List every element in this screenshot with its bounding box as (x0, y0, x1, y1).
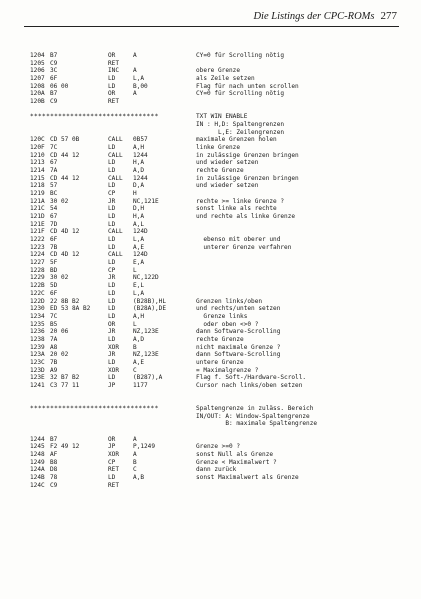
opcode-bytes: C9 (50, 59, 58, 67)
opcode-bytes: AF (50, 450, 58, 458)
opcode-bytes: B5 (50, 320, 58, 328)
mnemonic: LD (108, 259, 116, 267)
operand: 0B57 (133, 136, 148, 144)
comment: Flag f. Soft-/Hardware-Scroll. (196, 374, 307, 382)
comment: Flag für nach unten scrollen (196, 82, 299, 90)
operand: A,E (133, 243, 145, 251)
listing-line (30, 221, 402, 229)
opcode-bytes: 7C (50, 312, 58, 320)
operand: NC,122D (133, 274, 159, 282)
listing-line (30, 90, 402, 98)
comment: IN : H,D: Spaltengrenzen (196, 121, 285, 129)
comment: TXT WIN ENABLE (196, 113, 248, 121)
address: 1224 (30, 251, 45, 259)
address: 1248 (30, 450, 45, 458)
comment: rechte >= linke Grenze ? (196, 197, 285, 205)
comment: nicht maximale Grenze ? (196, 343, 281, 351)
comment: sonst Maximalwert als Grenze (196, 473, 299, 481)
opcode-bytes: 78 (50, 473, 58, 481)
opcode-bytes: BC (50, 190, 58, 198)
mnemonic: JR (108, 197, 116, 205)
opcode-bytes: A9 (50, 366, 58, 374)
operand: 124D (133, 228, 148, 236)
mnemonic: OR (108, 90, 116, 98)
address: 1239 (30, 343, 45, 351)
address: 1205 (30, 59, 45, 67)
opcode-bytes: CD 44 12 (50, 151, 80, 159)
address: 1235 (30, 320, 45, 328)
mnemonic: CALL (108, 228, 123, 236)
operand: L,A (133, 236, 145, 244)
mnemonic: JR (108, 351, 116, 359)
listing-line (30, 52, 402, 60)
operand: 1177 (133, 381, 148, 389)
opcode-bytes: CD 4D 12 (50, 228, 80, 236)
operand: L,A (133, 75, 145, 83)
comment: oder oben <>0 ? (196, 320, 259, 328)
address: 120B (30, 98, 45, 106)
comment: dann Software-Scrolling (196, 328, 281, 336)
mnemonic: LD (108, 205, 116, 213)
opcode-bytes: A8 (50, 343, 58, 351)
opcode-bytes: 06 00 (50, 82, 69, 90)
listing-line (30, 443, 402, 451)
listing-line (30, 298, 402, 306)
address: 1213 (30, 159, 45, 167)
operand: A,D (133, 335, 145, 343)
page-header (253, 7, 397, 25)
mnemonic: LD (108, 82, 116, 90)
opcode-bytes: 67 (50, 159, 58, 167)
operand: C (133, 366, 137, 374)
opcode-bytes: C9 (50, 481, 58, 489)
opcode-bytes: 7C (50, 144, 58, 152)
mnemonic: OR (108, 435, 116, 443)
comment: Spaltengrenze in zuläss. Bereich (196, 404, 314, 412)
mnemonic: LD (108, 358, 116, 366)
listing-line (30, 83, 402, 91)
comment: obere Grenze (196, 67, 241, 75)
address: 1210 (30, 151, 45, 159)
mnemonic: LD (108, 297, 116, 305)
routine-separator (30, 405, 402, 413)
blank-line (30, 390, 402, 398)
opcode-bytes: CD 44 12 (50, 174, 80, 182)
listing-line (30, 436, 402, 444)
mnemonic: LD (108, 75, 116, 83)
opcode-bytes: BD (50, 266, 58, 274)
operand: A (133, 435, 137, 443)
listing-line (30, 175, 402, 183)
listing-line (30, 251, 402, 259)
opcode-bytes: CD 57 0B (50, 136, 80, 144)
address: 1206 (30, 67, 45, 75)
listing-line (30, 129, 402, 137)
address: 121A (30, 197, 45, 205)
listing-line (30, 374, 402, 382)
mnemonic: CP (108, 458, 116, 466)
address: 1207 (30, 75, 45, 83)
separator-stars: ******************************** (30, 404, 159, 412)
operand: A,E (133, 358, 145, 366)
running-title: Die Listings der CPC-ROMs (253, 11, 375, 22)
mnemonic: LD (108, 305, 116, 313)
operand: (B28A),DE (133, 305, 167, 313)
mnemonic: OR (108, 320, 116, 328)
mnemonic: INC (108, 67, 120, 75)
mnemonic: CALL (108, 174, 123, 182)
operand: NC,121E (133, 197, 159, 205)
mnemonic: JP (108, 381, 116, 389)
address: 1238 (30, 335, 45, 343)
listing-line (30, 136, 402, 144)
operand: B,00 (133, 82, 148, 90)
separator-stars: ******************************** (30, 113, 159, 121)
comment: Grenze links (196, 312, 248, 320)
comment: B: maximale Spaltengrenze (196, 420, 318, 428)
operand: H,A (133, 213, 145, 221)
mnemonic: LD (108, 335, 116, 343)
mnemonic: CP (108, 266, 116, 274)
operand: (B287),A (133, 374, 163, 382)
operand: L (133, 320, 137, 328)
operand: D,A (133, 182, 145, 190)
opcode-bytes: B7 (50, 52, 58, 59)
opcode-bytes: 7B (50, 358, 58, 366)
mnemonic: XOR (108, 343, 120, 351)
routine-separator (30, 113, 402, 121)
listing-line (30, 459, 402, 467)
listing-line (30, 336, 402, 344)
comment: CY=0 für Scrolling nötig (196, 52, 285, 59)
opcode-bytes: C9 (50, 98, 58, 106)
operand: NZ,123E (133, 351, 159, 359)
listing-line (30, 67, 402, 75)
mnemonic: LD (108, 289, 116, 297)
comment: IN/OUT: A: Window-Spaltengrenze (196, 412, 310, 420)
comment: rechte Grenze (196, 335, 244, 343)
listing-line (30, 328, 402, 336)
mnemonic: LD (108, 144, 116, 152)
mnemonic: LD (108, 243, 116, 251)
opcode-bytes: 57 (50, 182, 58, 190)
comment: Grenze >=0 ? (196, 443, 241, 451)
address: 1215 (30, 174, 45, 182)
listing-line (30, 382, 402, 390)
operand: E,A (133, 259, 145, 267)
address: 1204 (30, 52, 45, 59)
address: 124B (30, 473, 45, 481)
address: 121F (30, 228, 45, 236)
comment: sonst linke als rechte (196, 205, 277, 213)
opcode-bytes: F2 49 12 (50, 443, 80, 451)
operand: 1244 (133, 174, 148, 182)
mnemonic: XOR (108, 366, 120, 374)
address: 1218 (30, 182, 45, 190)
mnemonic: RET (108, 98, 120, 106)
listing-line (30, 359, 402, 367)
address: 123D (30, 366, 45, 374)
mnemonic: OR (108, 52, 116, 59)
operand: A,H (133, 312, 145, 320)
address: 1236 (30, 328, 45, 336)
operand: A,D (133, 167, 145, 175)
mnemonic: LD (108, 159, 116, 167)
listing-line (30, 190, 402, 198)
opcode-bytes: 30 02 (50, 197, 69, 205)
opcode-bytes: 67 (50, 213, 58, 221)
opcode-bytes: 7D (50, 220, 58, 228)
listing-line (30, 482, 402, 490)
address: 123A (30, 351, 45, 359)
comment: Grenze < Maximalwert ? (196, 458, 277, 466)
address: 1244 (30, 435, 45, 443)
opcode-bytes: B7 (50, 435, 58, 443)
listing-line (30, 205, 402, 213)
operand: H (133, 190, 137, 198)
comment: in zulässige Grenzen bringen (196, 151, 299, 159)
opcode-bytes: B8 (50, 458, 58, 466)
opcode-bytes: 5F (50, 259, 58, 267)
listing-line (30, 474, 402, 482)
operand: NZ,123E (133, 328, 159, 336)
mnemonic: LD (108, 473, 116, 481)
listing-line (30, 282, 402, 290)
address: 1227 (30, 259, 45, 267)
opcode-bytes: 30 02 (50, 274, 69, 282)
mnemonic: CP (108, 190, 116, 198)
operand: E,L (133, 282, 145, 290)
opcode-bytes: 7A (50, 167, 58, 175)
address: 1214 (30, 167, 45, 175)
listing-line (30, 321, 402, 329)
blank-line (30, 397, 402, 405)
operand: L (133, 266, 137, 274)
address: 124C (30, 481, 45, 489)
address: 120A (30, 90, 45, 98)
operand: B (133, 458, 137, 466)
opcode-bytes: 32 B7 B2 (50, 374, 80, 382)
listing-line (30, 351, 402, 359)
address: 1245 (30, 443, 45, 451)
listing-line (30, 236, 402, 244)
comment: rechte Grenze (196, 167, 244, 175)
comment: CY=0 für Scrolling nötig (196, 90, 285, 98)
address: 1229 (30, 274, 45, 282)
page-number: 277 (380, 10, 397, 22)
opcode-bytes: 6F (50, 289, 58, 297)
mnemonic: JR (108, 328, 116, 336)
listing-line (30, 274, 402, 282)
address: 122B (30, 282, 45, 290)
listing-line (30, 305, 402, 313)
address: 120F (30, 144, 45, 152)
opcode-bytes: CD 4D 12 (50, 251, 80, 259)
listing-line (30, 259, 402, 267)
address: 124A (30, 466, 45, 474)
address: 121E (30, 220, 45, 228)
opcode-bytes: 20 02 (50, 351, 69, 359)
listing-line (30, 152, 402, 160)
mnemonic: LD (108, 312, 116, 320)
listing-line (30, 121, 402, 129)
listing-line (30, 98, 402, 106)
address: 120C (30, 136, 45, 144)
comment: dann zurück (196, 466, 237, 474)
listing-line (30, 244, 402, 252)
address: 1228 (30, 266, 45, 274)
address: 1219 (30, 190, 45, 198)
listing-line (30, 344, 402, 352)
operand: P,1249 (133, 443, 156, 451)
mnemonic: CALL (108, 136, 123, 144)
opcode-bytes: 22 8B B2 (50, 297, 80, 305)
comment: und wieder setzen (196, 182, 259, 190)
comment: und wieder setzen (196, 159, 259, 167)
mnemonic: CALL (108, 251, 123, 259)
operand: B (133, 343, 137, 351)
opcode-bytes: 6F (50, 236, 58, 244)
address: 1230 (30, 305, 45, 313)
opcode-bytes: B7 (50, 90, 58, 98)
assembly-listing (30, 52, 402, 489)
address: 123E (30, 374, 45, 382)
operand: A (133, 67, 137, 75)
comment: als Zeile setzen (196, 75, 255, 83)
address: 1241 (30, 381, 45, 389)
comment: ebenso mit oberer und (196, 236, 281, 244)
comment: unterer Grenze verfahren (196, 243, 292, 251)
address: 1223 (30, 243, 45, 251)
comment: Cursor nach links/oben setzen (196, 381, 303, 389)
listing-line (30, 75, 402, 83)
operand: A,L (133, 220, 145, 228)
comment: sonst Null als Grenze (196, 450, 274, 458)
header-rule (24, 26, 399, 27)
mnemonic: LD (108, 282, 116, 290)
mnemonic: LD (108, 167, 116, 175)
address: 121D (30, 213, 45, 221)
blank-line (30, 106, 402, 114)
comment: untere Grenze (196, 358, 244, 366)
operand: 124D (133, 251, 148, 259)
comment: Grenzen links/oben (196, 297, 263, 305)
opcode-bytes: 7B (50, 243, 58, 251)
comment: und rechts/unten setzen (196, 305, 281, 313)
listing-line (30, 182, 402, 190)
mnemonic: RET (108, 59, 120, 67)
comment: linke Grenze (196, 144, 241, 152)
address: 123C (30, 358, 45, 366)
mnemonic: RET (108, 466, 120, 474)
listing-line (30, 367, 402, 375)
address: 1249 (30, 458, 45, 466)
comment: und rechte als linke Grenze (196, 213, 296, 221)
operand: C (133, 466, 137, 474)
address: 1234 (30, 312, 45, 320)
listing-line (30, 290, 402, 298)
operand: L,A (133, 289, 145, 297)
listing-line (30, 451, 402, 459)
listing-line (30, 144, 402, 152)
comment: maximale Grenzen holen (196, 136, 277, 144)
listing-line (30, 413, 402, 421)
opcode-bytes: D8 (50, 466, 58, 474)
mnemonic: JP (108, 443, 116, 451)
listing-line (30, 159, 402, 167)
operand: A (133, 52, 137, 59)
listing-line (30, 60, 402, 68)
address: 1222 (30, 236, 45, 244)
mnemonic: LD (108, 220, 116, 228)
comment: in zulässige Grenzen bringen (196, 174, 299, 182)
mnemonic: RET (108, 481, 120, 489)
opcode-bytes: 6F (50, 75, 58, 83)
listing-line (30, 466, 402, 474)
operand: A (133, 90, 137, 98)
mnemonic: XOR (108, 450, 120, 458)
mnemonic: LD (108, 236, 116, 244)
mnemonic: LD (108, 374, 116, 382)
listing-line (30, 267, 402, 275)
listing-line (30, 420, 402, 428)
operand: A,H (133, 144, 145, 152)
comment: L,E: Zeilengrenzen (196, 128, 285, 136)
listing-line (30, 228, 402, 236)
mnemonic: LD (108, 213, 116, 221)
listing-line (30, 198, 402, 206)
operand: A (133, 450, 137, 458)
opcode-bytes: 20 06 (50, 328, 69, 336)
address: 1208 (30, 82, 45, 90)
mnemonic: CALL (108, 151, 123, 159)
operand: (B28B),HL (133, 297, 167, 305)
opcode-bytes: 5D (50, 282, 58, 290)
opcode-bytes: ED 53 8A B2 (50, 305, 91, 313)
operand: H,A (133, 159, 145, 167)
mnemonic: LD (108, 182, 116, 190)
opcode-bytes: 7A (50, 335, 58, 343)
opcode-bytes: C3 77 11 (50, 381, 80, 389)
operand: A,B (133, 473, 145, 481)
mnemonic: JR (108, 274, 116, 282)
listing-line (30, 313, 402, 321)
comment: dann Software-Scrolling (196, 351, 281, 359)
operand: D,H (133, 205, 145, 213)
opcode-bytes: 3C (50, 67, 58, 75)
listing-line (30, 213, 402, 221)
address: 121C (30, 205, 45, 213)
operand: 1244 (133, 151, 148, 159)
opcode-bytes: 54 (50, 205, 58, 213)
comment: = Maximalgrenze ? (196, 366, 259, 374)
blank-line (30, 428, 402, 436)
address: 122C (30, 289, 45, 297)
listing-line (30, 167, 402, 175)
address: 122D (30, 297, 45, 305)
